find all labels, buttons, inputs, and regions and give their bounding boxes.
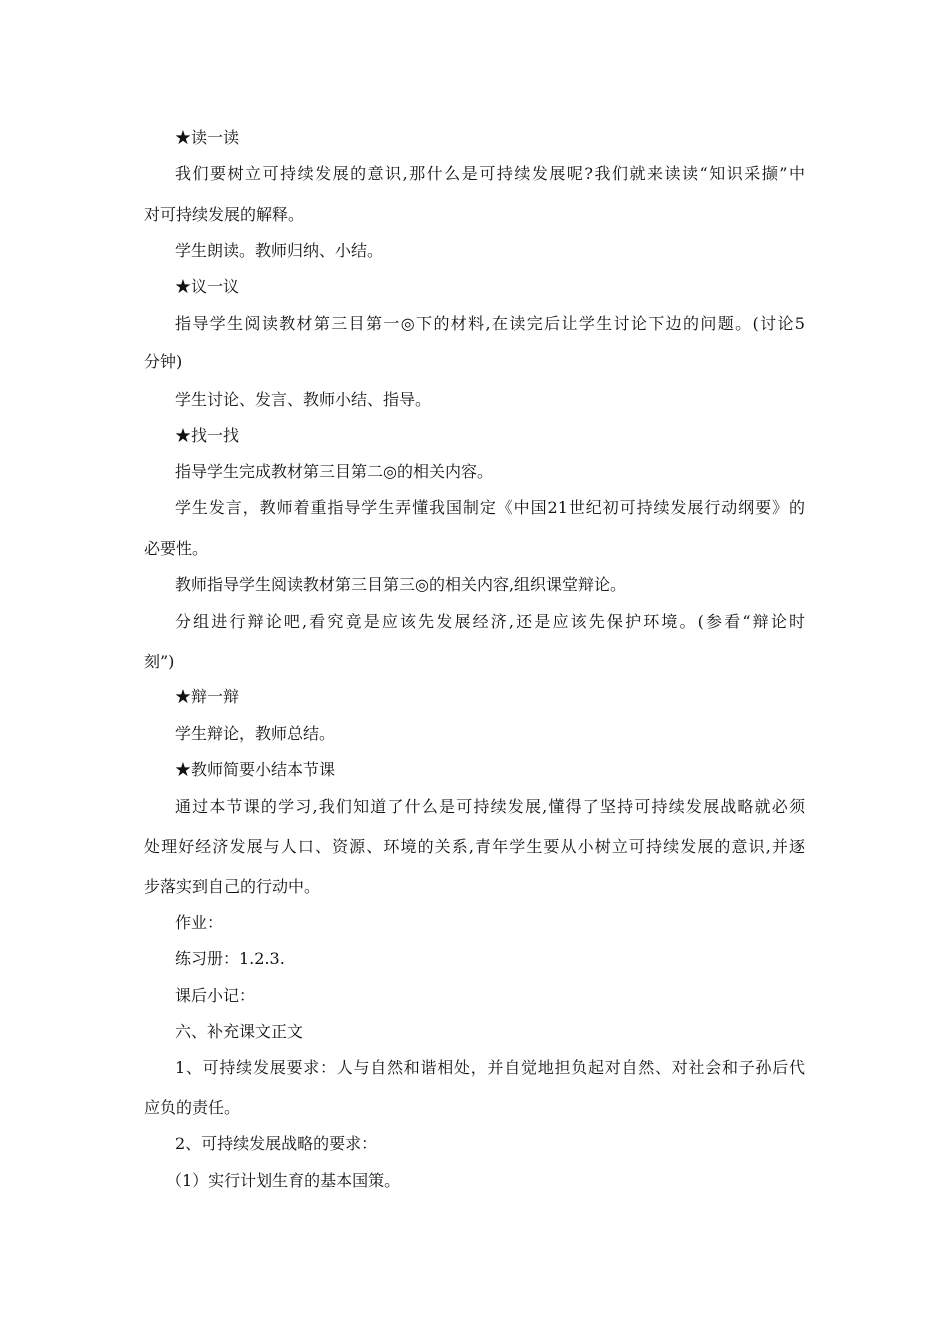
- list-item: （1）实行计划生育的基本国策。: [166, 1171, 401, 1190]
- paragraph: 学生朗读。教师归纳、小结。: [175, 241, 384, 260]
- paragraph: 教师指导学生阅读教材第三目第三◎的相关内容,组织课堂辩论。: [175, 575, 627, 594]
- paragraph-line: 通过本节课的学习,我们知道了什么是可持续发展,懂得了坚持可持续发展战略就必须: [175, 797, 805, 816]
- paragraph: 作业：: [175, 913, 224, 932]
- section-heading-supplement: 六、补充课文正文: [175, 1022, 304, 1041]
- paragraph: 学生讨论、发言、教师小结、指导。: [175, 390, 432, 409]
- paragraph-line: 对可持续发展的解释。: [144, 205, 305, 224]
- paragraph-line: 学生发言，教师着重指导学生弄懂我国制定《中国21世纪初可持续发展行动纲要》的: [175, 498, 805, 517]
- paragraph: 练习册：1.2.3.: [175, 949, 285, 968]
- paragraph-line: 1、可持续发展要求：人与自然和谐相处，并自觉地担负起对自然、对社会和子孙后代: [175, 1058, 805, 1077]
- paragraph-line: 指导学生阅读教材第三目第一◎下的材料,在读完后让学生讨论下边的问题。(讨论5: [175, 314, 805, 333]
- section-heading-summary: ★教师简要小结本节课: [175, 760, 336, 779]
- section-heading-discuss: ★议一议: [175, 277, 240, 296]
- paragraph: 2、可持续发展战略的要求：: [175, 1134, 378, 1153]
- paragraph: 学生辩论，教师总结。: [175, 724, 336, 743]
- paragraph-line: 必要性。: [144, 539, 209, 558]
- paragraph-line: 分钟): [144, 352, 183, 371]
- paragraph: 指导学生完成教材第三目第二◎的相关内容。: [175, 462, 493, 481]
- paragraph-line: 刻”): [144, 652, 175, 671]
- paragraph: 课后小记：: [175, 986, 256, 1005]
- paragraph-line: 步落实到自己的行动中。: [144, 877, 321, 896]
- paragraph-line: 应负的责任。: [144, 1098, 241, 1117]
- paragraph-line: 处理好经济发展与人口、资源、环境的关系,青年学生要从小树立可持续发展的意识,并逐: [144, 837, 805, 856]
- section-heading-debate: ★辩一辩: [175, 687, 240, 706]
- paragraph-line: 我们要树立可持续发展的意识,那什么是可持续发展呢?我们就来读读“知识采撷”中: [175, 164, 805, 183]
- section-heading-find: ★找一找: [175, 426, 240, 445]
- paragraph-line: 分组进行辩论吧,看究竟是应该先发展经济,还是应该先保护环境。(参看“辩论时: [175, 612, 805, 631]
- section-heading-read: ★读一读: [175, 128, 240, 147]
